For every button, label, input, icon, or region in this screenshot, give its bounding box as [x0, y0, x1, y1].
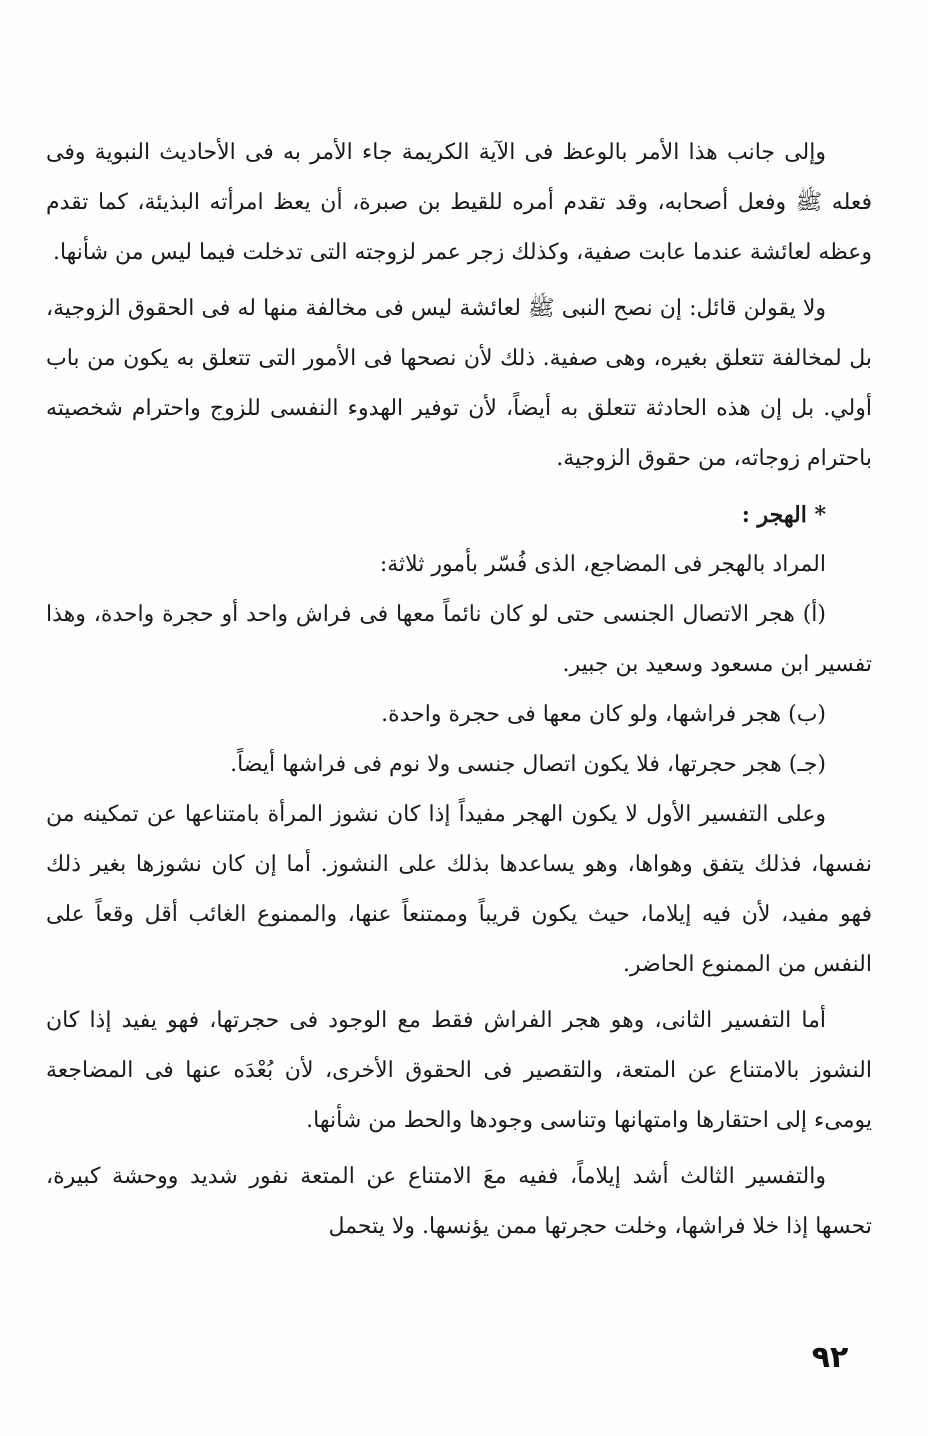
paragraph-objection: ولا يقولن قائل: إن نصح النبى ﷺ لعائشة ليس فى مخالفة منها له فى الحقوق الزوجية، بل لمخالفة تتعلق بغيره، وهى صفية. ذلك لأن نصحها فى الأمور التى تتعلق به يكون من باب أولي. بل إن هذه الحادثة تتعلق به أيضاً، لأن توفير الهدوء النفسى للزوج واحترام شخصيته باحترام زوجاته، من حقوق الزوجية.	[46, 296, 872, 471]
list-item-a: (أ) هجر الاتصال الجنسى حتى لو كان نائماً معها فى فراش واحد أو حجرة واحدة، وهذا تفسير ابن مسعود وسعيد بن جبير.	[46, 602, 872, 677]
list-item-c: (جـ) هجر حجرتها، فلا يكون اتصال جنسى ولا نوم فى فراشها أيضاً.	[230, 752, 826, 777]
paragraph-admonition: وإلى جانب هذا الأمر بالوعظ فى الآية الكريمة جاء الأمر به فى الأحاديث النبوية وفى فعله ﷺ وفعل أصحابه، وقد تقدم أمره للقيط بن صبرة، أن يعظ امرأته البذيئة، كما تقدم وعظه لعائشة عندما عابت صفية، وكذلك زجر عمر لزوجته التى تدخلت فيما ليس من شأنها.	[46, 140, 872, 265]
list-item-b: (ب) هجر فراشها، ولو كان معها فى حجرة واحدة.	[381, 702, 826, 727]
page-number: ٩٢	[811, 1340, 849, 1375]
section-heading: * الهجر :	[741, 502, 826, 528]
page-body	[46, 128, 872, 1258]
paragraph-first-interpretation: وعلى التفسير الأول لا يكون الهجر مفيداً إذا كان نشوز المرأة بامتناعها عن تمكينه من نفسها، فذلك يتفق وهواها، وهو يساعدها بذلك على النشوز. أما إن كان نشوزها بغير ذلك فهو مفيد، لأن فيه إيلاما، حيث يكون قريباً وممتنعاً عنها، والممنوع الغائب أقل وقعاً على النفس من الممنوع الحاضر.	[46, 802, 872, 977]
intro-line: المراد بالهجر فى المضاجع، الذى فُسّر بأمور ثلاثة:	[379, 552, 826, 577]
paragraph-second-interpretation: أما التفسير الثانى، وهو هجر الفراش فقط مع الوجود فى حجرتها، فهو يفيد إذا كان النشوز بالامتناع عن المتعة، والتقصير فى الحقوق الأخرى، لأن بُعْدَه عنها فى المضاجعة يومىء إلى احتقارها وامتهانها وتناسى وجودها والحط من شأنها.	[46, 1008, 872, 1133]
paragraph-third-interpretation: والتفسير الثالث أشد إيلاماً، ففيه معَ الامتناع عن المتعة نفور شديد ووحشة كبيرة، تحسها إذا خلا فراشها، وخلت حجرتها ممن يؤنسها. ولا يتحمل	[46, 1164, 872, 1239]
